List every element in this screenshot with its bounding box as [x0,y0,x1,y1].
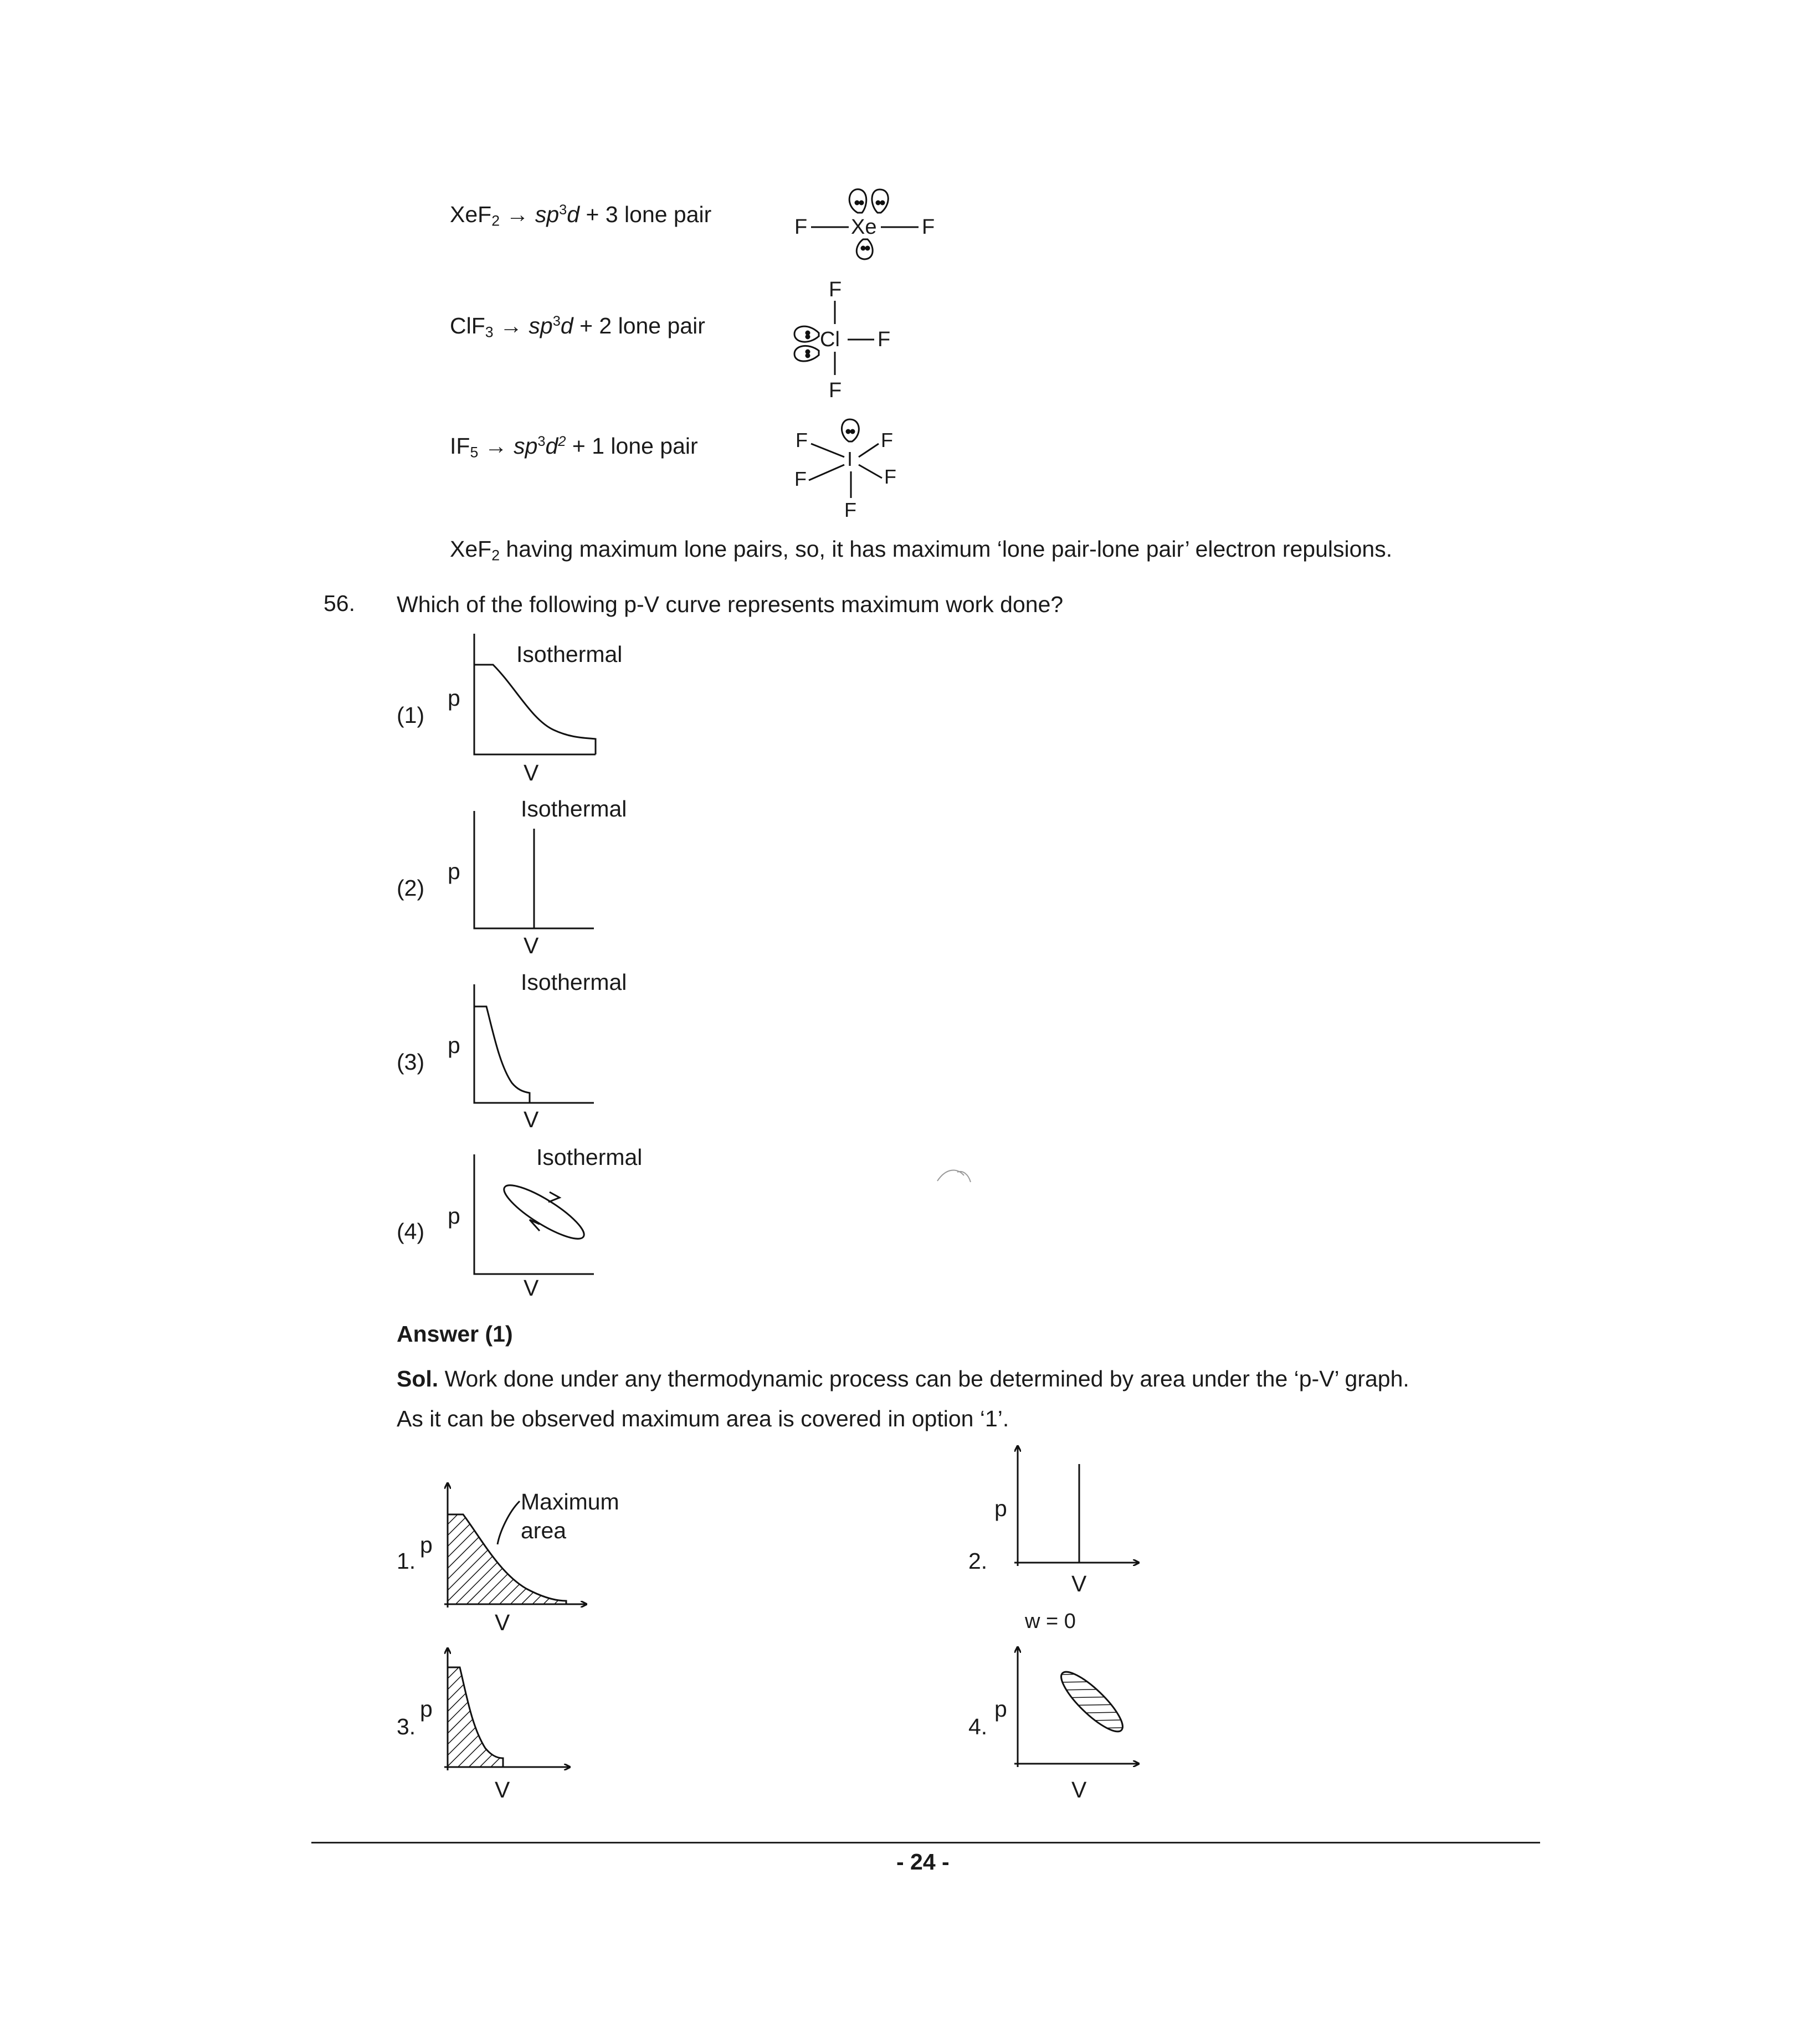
option-1-label[interactable]: (1) [397,702,425,728]
atom-f-lower-left: F [794,468,807,490]
option-2-p-axis-label: p [448,859,460,884]
atom-f-bottom: F [829,379,842,402]
option-3-title: Isothermal [521,969,627,995]
option-3-p-axis-label: p [448,1033,460,1058]
solution-line-2: As it can be observed maximum area is covered in option ‘1’. [397,1406,1009,1431]
formula: XeF [450,202,492,227]
sol-graph-1-note-line1: Maximum [521,1489,619,1514]
option-4-label[interactable]: (4) [397,1219,425,1244]
lone-pair-icon [794,326,819,342]
option-3-v-axis-label: V [524,1107,539,1132]
atom-f-upper-right: F [881,429,893,451]
lone-pair-icon [872,189,888,213]
sol-graph-1-number: 1. [397,1548,416,1574]
cyclic-process-loop [498,1177,590,1247]
question-number: 56. [324,590,355,616]
sol-graph-1-p-label: p [420,1532,433,1558]
sol-graph-3-number: 3. [397,1714,416,1739]
sp: sp [529,313,553,338]
option-4-graph[interactable] [471,1152,604,1275]
sol-graph-4-number: 4. [968,1714,988,1739]
atom-i: I [847,448,853,470]
sol-graph-2-number: 2. [968,1548,988,1574]
isothermal-curve [474,1006,530,1103]
solution-label: Sol. [397,1366,439,1391]
sol-graph-2-p-label: p [994,1496,1007,1521]
atom-f-right: F [878,328,891,351]
arrow-icon [548,1192,560,1202]
solution-text: Work done under any thermodynamic process can be determined by area under the ‘p-V’ graph. [438,1366,1409,1391]
atom-f-top: F [829,278,842,301]
atom-f-right: F [922,215,935,239]
formula-subscript: 5 [470,444,479,461]
option-1-title: Isothermal [516,641,623,667]
formula: XeF [450,536,492,562]
sol-graph-1-v-label: V [495,1610,510,1635]
option-2-v-axis-label: V [524,933,539,958]
question-text: Which of the following p-V curve represents maximum work done? [397,592,1064,617]
d: d [545,433,558,459]
sp: sp [514,433,538,459]
stray-mark [935,1164,974,1187]
d-superscript: 2 [558,434,566,450]
option-2-label[interactable]: (2) [397,875,425,901]
sol-graph-1-note-line2: area [521,1518,567,1543]
sp-superscript: 3 [559,202,567,218]
formula: IF [450,433,470,459]
sol-graph-2 [1011,1443,1144,1570]
arrow: → [506,202,529,227]
option-1-graph[interactable] [471,631,604,759]
answer: Answer (1) [397,1321,513,1347]
sol-graph-4-p-label: p [994,1696,1007,1722]
atom-cl: Cl [820,328,840,351]
shaded-area [448,1667,503,1767]
atom-f-lower-right: F [884,465,896,488]
xef2-structure [787,177,964,266]
sol-graph-4 [1011,1644,1144,1771]
option-4-title: Isothermal [536,1144,643,1170]
solution-line-1 [397,1366,1409,1392]
isothermal-curve [474,665,596,754]
hybridization-line-xef2 [450,202,711,230]
formula: ClF [450,313,485,338]
option-3-graph[interactable] [471,982,604,1105]
lone-pair-text: + 1 lone pair [566,433,698,459]
sol-graph-3 [438,1644,582,1777]
page-number: - 24 - [896,1849,950,1874]
d: d [560,313,573,338]
option-1-v-axis-label: V [524,760,539,785]
sol-graph-4-v-label: V [1071,1777,1087,1802]
option-2-title: Isothermal [521,796,627,821]
lone-pair-text: + 2 lone pair [573,313,705,338]
sp: sp [535,202,560,227]
sp-superscript: 3 [537,434,546,450]
pointer-line [497,1501,520,1544]
footer-rule [311,1842,1540,1843]
formula-subscript: 2 [491,547,500,564]
lone-pair-icon [856,239,873,259]
d: d [567,202,580,227]
option-1-p-axis-label: p [448,685,460,711]
lone-pair-icon [849,189,866,213]
sol-graph-3-v-label: V [495,1777,510,1802]
hybridization-line-clf3 [450,313,705,341]
option-2-graph[interactable] [471,809,604,932]
option-4-p-axis-label: p [448,1203,460,1229]
lone-pair-icon [794,346,819,361]
formula-subscript: 3 [485,323,494,341]
sp-superscript: 3 [552,314,561,330]
sol-graph-2-caption: w = 0 [1025,1610,1076,1633]
lone-pair-text: + 3 lone pair [579,202,712,227]
arrow: → [484,433,507,459]
sol-graph-1 [438,1479,593,1612]
atom-f-upper-left: F [796,429,808,451]
arrow: → [500,313,522,338]
atom-xe: Xe [851,215,877,239]
sol-graph-3-p-label: p [420,1696,433,1722]
if5-structure [787,413,931,521]
lone-pair-icon [842,419,859,441]
arrow-icon [530,1220,540,1231]
atom-f-bottom: F [844,499,856,521]
atom-f-left: F [794,215,808,239]
sol-graph-2-v-label: V [1071,1571,1087,1596]
option-3-label[interactable]: (3) [397,1049,425,1075]
shaded-loop [1054,1665,1130,1739]
shaded-area [448,1514,566,1604]
conclusion-body: having maximum lone pairs, so, it has maximum ‘lone pair-lone pair’ electron repulsions. [500,536,1393,562]
conclusion-text [450,536,1392,564]
hybridization-line-if5 [450,433,698,461]
option-4-v-axis-label: V [524,1275,539,1301]
clf3-structure [787,274,931,404]
formula-subscript: 2 [491,212,500,229]
